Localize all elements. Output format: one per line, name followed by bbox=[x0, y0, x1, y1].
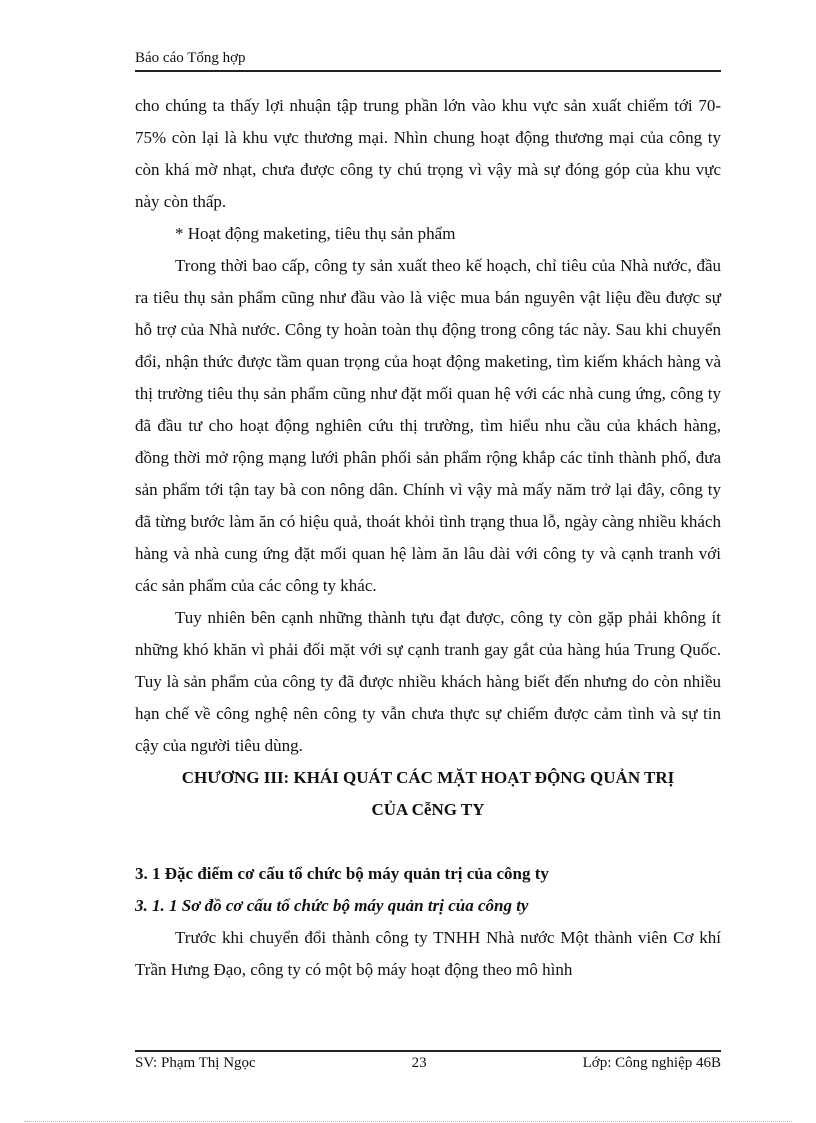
paragraph-marketing: Trong thời bao cấp, công ty sản xuất theo kế hoạch, chỉ tiêu của Nhà nước, đầu ra tiêu thụ sản phẩm cũng như đầu vào là việc mua bán nguyên vật liệu đều được sự hỗ trợ của Nhà nước. Công ty hoàn toàn thụ động trong công tác này. Sau khi chuyển đổi, nhận thức được tầm quan trọng của hoạt động maketing, tìm kiếm khách hàng và thị trường tiêu thụ sản phẩm cũng như đặt mối quan hệ với các nhà cung ứng, công ty đã đầu tư cho hoạt động nghiên cứu thị trường, tìm hiểu nhu cầu của khách hàng, đồng thời mở rộng mạng lưới phân phối sản phẩm rộng khắp các tỉnh thành phố, đưa sản phẩm tới tận tay bà con nông dân. Chính vì vậy mà mấy năm trở lại đây, công ty đã từng bước làm ăn có hiệu quả, thoát khỏi tình trạng thua lỗ, ngày càng nhiều khách hàng và nhà cung ứng đặt mối quan hệ làm ăn lâu dài với công ty và cạnh tranh với các sản phẩm của các công ty khác. bbox=[135, 256, 721, 595]
paragraph-continuation: cho chúng ta thấy lợi nhuận tập trung phần lớn vào khu vực sản xuất chiếm tới 70-75% còn lại là khu vực thương mại. Nhìn chung hoạt động thương mại của công ty còn khá mờ nhạt, chưa được công ty chú trọng vì vậy mà sự đóng góp của khu vực này còn thấp. bbox=[135, 96, 721, 211]
paragraph-structure: Trước khi chuyển đổi thành công ty TNHH Nhà nước Một thành viên Cơ khí Trần Hưng Đạo, công ty có một bộ máy hoạt động theo mô hình bbox=[135, 928, 721, 979]
footer-rule bbox=[135, 1050, 721, 1052]
page-header bbox=[135, 48, 721, 72]
section-heading: 3. 1 Đặc điểm cơ cấu tổ chức bộ máy quản trị của công ty bbox=[135, 864, 549, 883]
chapter-title-line-1: CHƯƠNG III: KHÁI QUÁT CÁC MẶT HOẠT ĐỘNG QUẢN TRỊ bbox=[181, 768, 675, 787]
footer-class: Lớp: Công nghiệp 46B bbox=[582, 1055, 721, 1071]
header-rule bbox=[135, 70, 721, 72]
footer-student: SV: Phạm Thị Ngọc bbox=[135, 1055, 256, 1071]
paragraph-marketing-heading: * Hoạt động maketing, tiêu thụ sản phẩm bbox=[175, 224, 456, 243]
chapter-title-line-2: CỦA CễNG TY bbox=[371, 800, 485, 819]
page-footer bbox=[135, 1050, 721, 1072]
page-content bbox=[135, 90, 721, 986]
paragraph-challenges: Tuy nhiên bên cạnh những thành tựu đạt được, công ty còn gặp phải không ít những khó khăn vì phải đối mặt với sự cạnh tranh gay gắt của hàng húa Trung Quốc. Tuy là sản phẩm của công ty đã được nhiều khách hàng biết đến nhưng do còn nhiều hạn chế về công nghệ nên công ty vẫn chưa thực sự chiếm được cảm tình và sự tin cậy của người tiêu dùng. bbox=[135, 608, 721, 755]
header-title: Báo cáo Tổng hợp bbox=[135, 50, 246, 66]
bottom-dotted-border bbox=[24, 1121, 792, 1122]
subsection-heading: 3. 1. 1 Sơ đồ cơ cấu tổ chức bộ máy quản trị của công ty bbox=[135, 896, 529, 915]
page-number: 23 bbox=[411, 1055, 427, 1071]
